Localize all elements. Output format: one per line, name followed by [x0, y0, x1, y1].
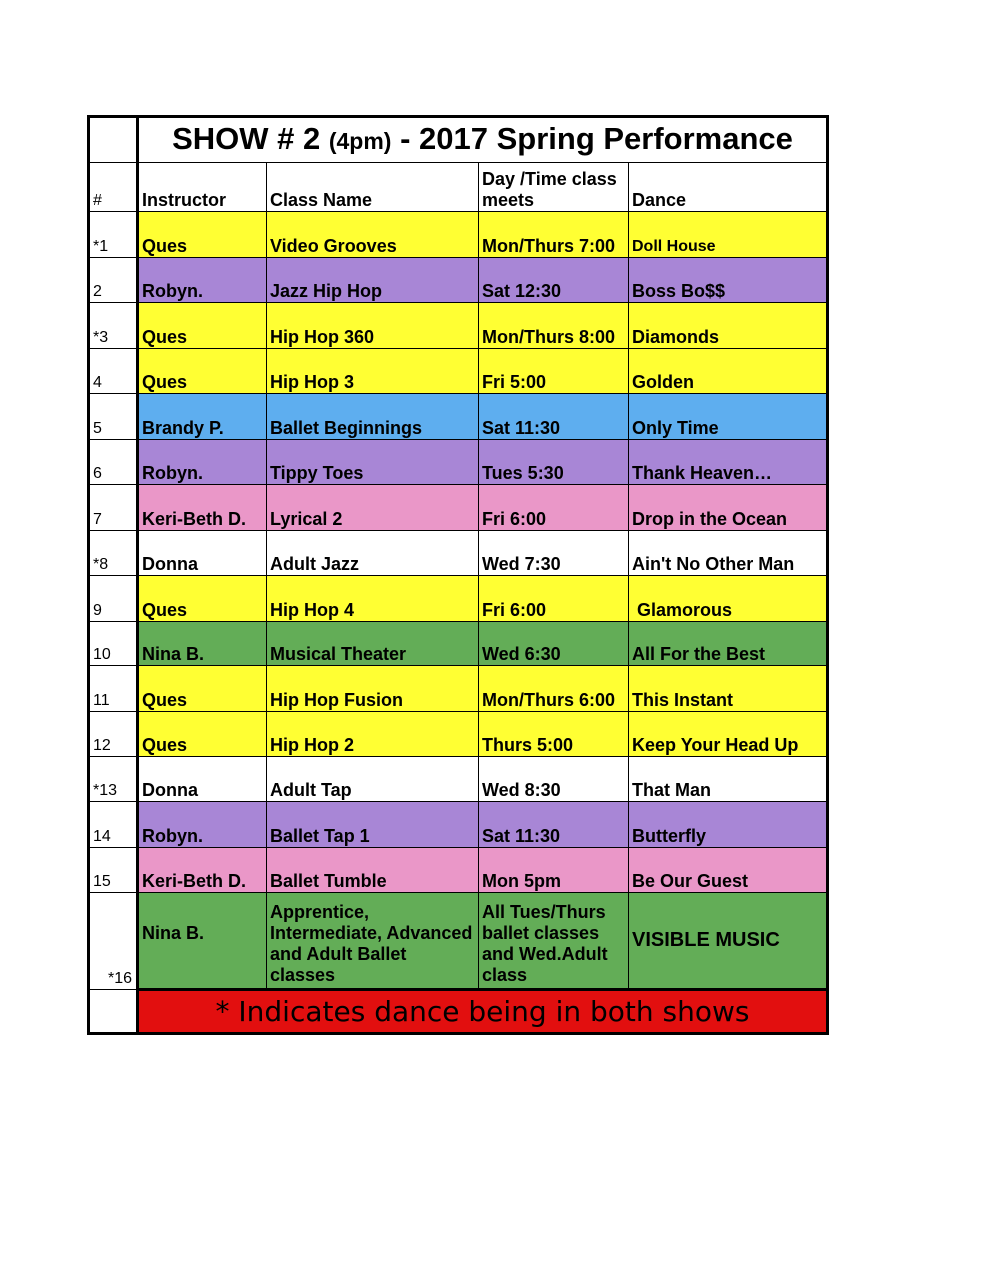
schedule-body: [89, 117, 828, 1034]
table-row: [89, 303, 828, 349]
row-instructor: Keri-Beth D.: [138, 848, 267, 893]
row-num: 14: [89, 802, 138, 848]
table-row: [89, 848, 828, 893]
table-row: [89, 394, 828, 440]
row-dance: Be Our Guest: [629, 848, 828, 893]
row-dance: Boss Bo$$: [629, 258, 828, 303]
row-class-name: Lyrical 2: [267, 485, 479, 531]
row-day-time: Mon 5pm: [479, 848, 629, 893]
row-num: 11: [89, 666, 138, 712]
row-class-name: Video Grooves: [267, 212, 479, 258]
row-num: *1: [89, 212, 138, 258]
row-dance: Thank Heaven…: [629, 440, 828, 485]
row-num: 2: [89, 258, 138, 303]
row-day-time: Fri 6:00: [479, 485, 629, 531]
row-num: *3: [89, 303, 138, 349]
row-day-time: Fri 6:00: [479, 576, 629, 622]
row-class-name: Hip Hop 2: [267, 712, 479, 757]
row-class-name: Musical Theater: [267, 622, 479, 666]
page-title: [138, 117, 828, 163]
title-row: [89, 117, 828, 163]
row-instructor: Brandy P.: [138, 394, 267, 440]
title-prefix: SHOW # 2: [172, 121, 329, 156]
row-instructor: Ques: [138, 576, 267, 622]
row-day-time: Sat 11:30: [479, 802, 629, 848]
row-dance: Only Time: [629, 394, 828, 440]
title-time: (4pm): [328, 128, 392, 154]
header-num: #: [89, 163, 138, 212]
row-day-time: Mon/Thurs 8:00: [479, 303, 629, 349]
table-row: [89, 258, 828, 303]
row-instructor: Ques: [138, 212, 267, 258]
row-class-name: Hip Hop 4: [267, 576, 479, 622]
row-dance: Keep Your Head Up: [629, 712, 828, 757]
row-class-name: Hip Hop Fusion: [267, 666, 479, 712]
row-dance: All For the Best: [629, 622, 828, 666]
row-num: 6: [89, 440, 138, 485]
title-spacer-cell: [89, 117, 138, 163]
row-num: 10: [89, 622, 138, 666]
row-class-name: Adult Tap: [267, 757, 479, 802]
row-day-time: Mon/Thurs 7:00: [479, 212, 629, 258]
table-row: [89, 622, 828, 666]
row-day-time: Sat 12:30: [479, 258, 629, 303]
row-dance: Doll House: [629, 212, 828, 258]
row-class-name: Adult Jazz: [267, 531, 479, 576]
row-class-name: Ballet Beginnings: [267, 394, 479, 440]
row-class-name: Hip Hop 360: [267, 303, 479, 349]
row-num: 5: [89, 394, 138, 440]
row-instructor: Nina B.: [138, 622, 267, 666]
table-row: [89, 757, 828, 802]
row-dance: Ain't No Other Man: [629, 531, 828, 576]
row-dance: VISIBLE MUSIC: [629, 893, 828, 990]
row-instructor: Robyn.: [138, 258, 267, 303]
row-num: 15: [89, 848, 138, 893]
row-instructor: Robyn.: [138, 440, 267, 485]
row-day-time: Sat 11:30: [479, 394, 629, 440]
header-day-time: Day /Time class meets: [479, 163, 629, 212]
table-row: [89, 666, 828, 712]
row-instructor: Ques: [138, 712, 267, 757]
row-class-name: Ballet Tumble: [267, 848, 479, 893]
row-instructor: Robyn.: [138, 802, 267, 848]
table-row-last: [89, 893, 828, 990]
row-num: 9: [89, 576, 138, 622]
row-day-time: Mon/Thurs 6:00: [479, 666, 629, 712]
schedule-table: [87, 115, 829, 1035]
row-day-time: Wed 6:30: [479, 622, 629, 666]
title-suffix: - 2017 Spring Performance: [391, 121, 793, 156]
row-num: 12: [89, 712, 138, 757]
row-class-name: Tippy Toes: [267, 440, 479, 485]
row-dance: Golden: [629, 349, 828, 394]
row-num: *13: [89, 757, 138, 802]
header-dance: Dance: [629, 163, 828, 212]
row-instructor: Ques: [138, 666, 267, 712]
row-day-time: Thurs 5:00: [479, 712, 629, 757]
row-day-time: Wed 7:30: [479, 531, 629, 576]
row-class-name: Hip Hop 3: [267, 349, 479, 394]
row-instructor: Donna: [138, 757, 267, 802]
row-dance: That Man: [629, 757, 828, 802]
row-num: 4: [89, 349, 138, 394]
row-instructor: Donna: [138, 531, 267, 576]
row-day-time: Tues 5:30: [479, 440, 629, 485]
table-row: [89, 349, 828, 394]
row-day-time: Fri 5:00: [479, 349, 629, 394]
row-dance: Glamorous: [629, 576, 828, 622]
row-class-name: Apprentice, Intermediate, Advanced and Adult Ballet classes: [267, 893, 479, 990]
header-class-name: Class Name: [267, 163, 479, 212]
row-num: 7: [89, 485, 138, 531]
row-instructor: Keri-Beth D.: [138, 485, 267, 531]
table-row: [89, 212, 828, 258]
table-row: [89, 440, 828, 485]
table-row: [89, 576, 828, 622]
row-class-name: Ballet Tap 1: [267, 802, 479, 848]
footer-spacer-cell: [89, 990, 138, 1034]
row-instructor: Nina B.: [138, 893, 267, 990]
footer-row: [89, 990, 828, 1034]
row-dance: Diamonds: [629, 303, 828, 349]
row-num: *8: [89, 531, 138, 576]
header-row: [89, 163, 828, 212]
row-instructor: Ques: [138, 349, 267, 394]
row-instructor: Ques: [138, 303, 267, 349]
row-day-time: Wed 8:30: [479, 757, 629, 802]
table-row: [89, 485, 828, 531]
row-num: *16: [89, 893, 138, 990]
row-class-name: Jazz Hip Hop: [267, 258, 479, 303]
row-dance: This Instant: [629, 666, 828, 712]
table-row: [89, 531, 828, 576]
row-dance: Butterfly: [629, 802, 828, 848]
footer-note: * Indicates dance being in both shows: [138, 990, 828, 1034]
row-dance: Drop in the Ocean: [629, 485, 828, 531]
table-row: [89, 712, 828, 757]
row-day-time: All Tues/Thurs ballet classes and Wed.Adult class: [479, 893, 629, 990]
table-row: [89, 802, 828, 848]
header-instructor: Instructor: [138, 163, 267, 212]
